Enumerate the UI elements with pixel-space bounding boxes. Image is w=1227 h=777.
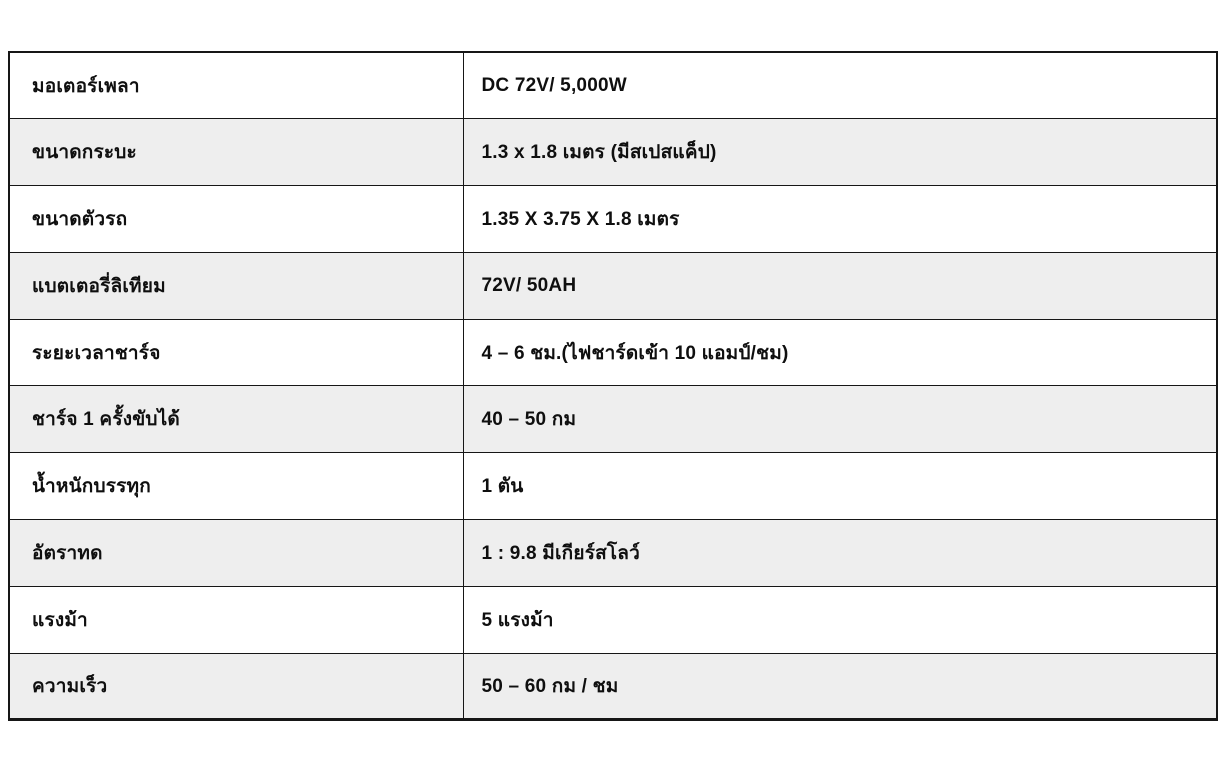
spec-label-cell: ระยะเวลาชาร์จ (9, 319, 463, 386)
spec-table-body (9, 52, 1217, 720)
spec-value-cell: 1 : 9.8 มีเกียร์สโลว์ (463, 520, 1217, 587)
spec-label-cell: น้ำหนักบรรทุก (9, 453, 463, 520)
table-row (9, 520, 1217, 587)
spec-label-cell: แรงม้า (9, 586, 463, 653)
table-row (9, 653, 1217, 720)
spec-label-cell: มอเตอร์เพลา (9, 52, 463, 119)
table-row (9, 186, 1217, 253)
spec-value-cell: 1.35 X 3.75 X 1.8 เมตร (463, 186, 1217, 253)
spec-value-cell: 40 – 50 กม (463, 386, 1217, 453)
table-row (9, 386, 1217, 453)
table-row (9, 586, 1217, 653)
spec-value-cell: 72V/ 50AH (463, 252, 1217, 319)
spec-value-cell: 1 ตัน (463, 453, 1217, 520)
table-row (9, 319, 1217, 386)
spec-value-cell: DC 72V/ 5,000W (463, 52, 1217, 119)
table-row (9, 52, 1217, 119)
spec-value-cell: 5 แรงม้า (463, 586, 1217, 653)
spec-label-cell: ขนาดกระบะ (9, 119, 463, 186)
spec-table (8, 51, 1218, 721)
spec-label-cell: แบตเตอรี่ลิเทียม (9, 252, 463, 319)
spec-value-cell: 4 – 6 ชม.(ไฟชาร์ดเข้า 10 แอมป์/ชม) (463, 319, 1217, 386)
spec-label-cell: ความเร็ว (9, 653, 463, 720)
spec-label-cell: ชาร์จ 1 ครั้งขับได้ (9, 386, 463, 453)
table-row (9, 252, 1217, 319)
spec-label-cell: อัตราทด (9, 520, 463, 587)
table-row (9, 453, 1217, 520)
spec-value-cell: 50 – 60 กม / ชม (463, 653, 1217, 720)
table-row (9, 119, 1217, 186)
spec-value-cell: 1.3 x 1.8 เมตร (มีสเปสแค็ป) (463, 119, 1217, 186)
spec-label-cell: ขนาดตัวรถ (9, 186, 463, 253)
